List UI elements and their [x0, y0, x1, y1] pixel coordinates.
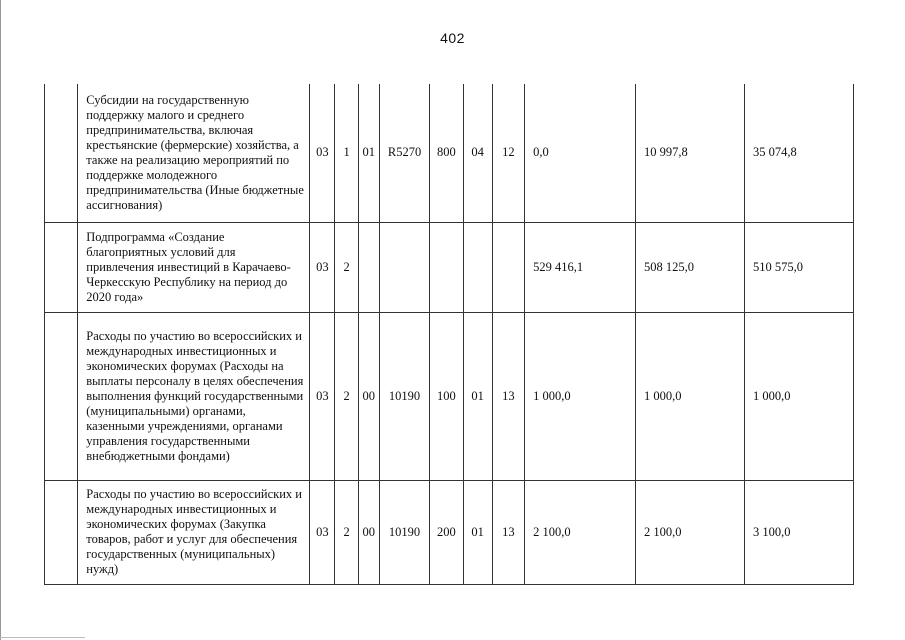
item-name: Расходы по участию во всероссийских и международных инвестиционных и экономических форумах (Закупка товаров, работ и услуг для обеспечения государственных (муниципальных) нужд)	[78, 480, 310, 584]
ministry-code: 03	[310, 312, 335, 480]
event-code: 00	[358, 312, 379, 480]
amount-year-3: 510 575,0	[744, 222, 853, 312]
subprogram-code: 1	[335, 84, 358, 222]
scan-bottom-line	[0, 637, 85, 638]
blank-cell	[45, 312, 78, 480]
event-code	[358, 222, 379, 312]
subprogram-code: 2	[335, 480, 358, 584]
subprogram-code: 2	[335, 312, 358, 480]
amount-year-3: 35 074,8	[744, 84, 853, 222]
ministry-code: 03	[310, 480, 335, 584]
section-code: 01	[463, 480, 492, 584]
expense-type-code: 100	[430, 312, 463, 480]
table-row	[45, 312, 854, 480]
target-article-code: 10190	[379, 312, 429, 480]
scan-left-edge	[0, 0, 1, 640]
target-article-code	[379, 222, 429, 312]
item-name: Расходы по участию во всероссийских и международных инвестиционных и экономических форумах (Расходы на выплаты персоналу в целях обеспечения выполнения функций государственными (муниципальными) органами, казенными учреждениями, органами управления государственными внебюджетными фондами)	[78, 312, 310, 480]
subprogram-code: 2	[335, 222, 358, 312]
expense-type-code: 800	[430, 84, 463, 222]
table-row	[45, 480, 854, 584]
target-article-code: R5270	[379, 84, 429, 222]
table-row	[45, 222, 854, 312]
amount-year-3: 3 100,0	[744, 480, 853, 584]
blank-cell	[45, 480, 78, 584]
item-name: Субсидии на государственную поддержку малого и среднего предпринимательства, включая крестьянские (фермерские) хозяйства, а также на реализацию мероприятий по поддержке молодежного предпринимательства (Иные бюджетные ассигнования)	[78, 84, 310, 222]
amount-year-2: 1 000,0	[636, 312, 745, 480]
item-name: Подпрограмма «Создание благоприятных условий для привлечения инвестиций в Карачаево-Черкесскую Республику на период до 2020 года»	[78, 222, 310, 312]
amount-year-1: 0,0	[525, 84, 636, 222]
section-code: 04	[463, 84, 492, 222]
blank-cell	[45, 84, 78, 222]
page-number: 402	[440, 30, 465, 46]
amount-year-2: 2 100,0	[636, 480, 745, 584]
amount-year-1: 2 100,0	[525, 480, 636, 584]
amount-year-1: 1 000,0	[525, 312, 636, 480]
blank-cell	[45, 222, 78, 312]
amount-year-3: 1 000,0	[744, 312, 853, 480]
expense-type-code: 200	[430, 480, 463, 584]
event-code: 00	[358, 480, 379, 584]
amount-year-1: 529 416,1	[525, 222, 636, 312]
budget-table	[44, 84, 854, 585]
table-row	[45, 84, 854, 222]
subsection-code	[492, 222, 524, 312]
expense-type-code	[430, 222, 463, 312]
ministry-code: 03	[310, 84, 335, 222]
event-code: 01	[358, 84, 379, 222]
ministry-code: 03	[310, 222, 335, 312]
section-code: 01	[463, 312, 492, 480]
amount-year-2: 508 125,0	[636, 222, 745, 312]
target-article-code: 10190	[379, 480, 429, 584]
section-code	[463, 222, 492, 312]
subsection-code: 13	[492, 480, 524, 584]
amount-year-2: 10 997,8	[636, 84, 745, 222]
subsection-code: 13	[492, 312, 524, 480]
subsection-code: 12	[492, 84, 524, 222]
